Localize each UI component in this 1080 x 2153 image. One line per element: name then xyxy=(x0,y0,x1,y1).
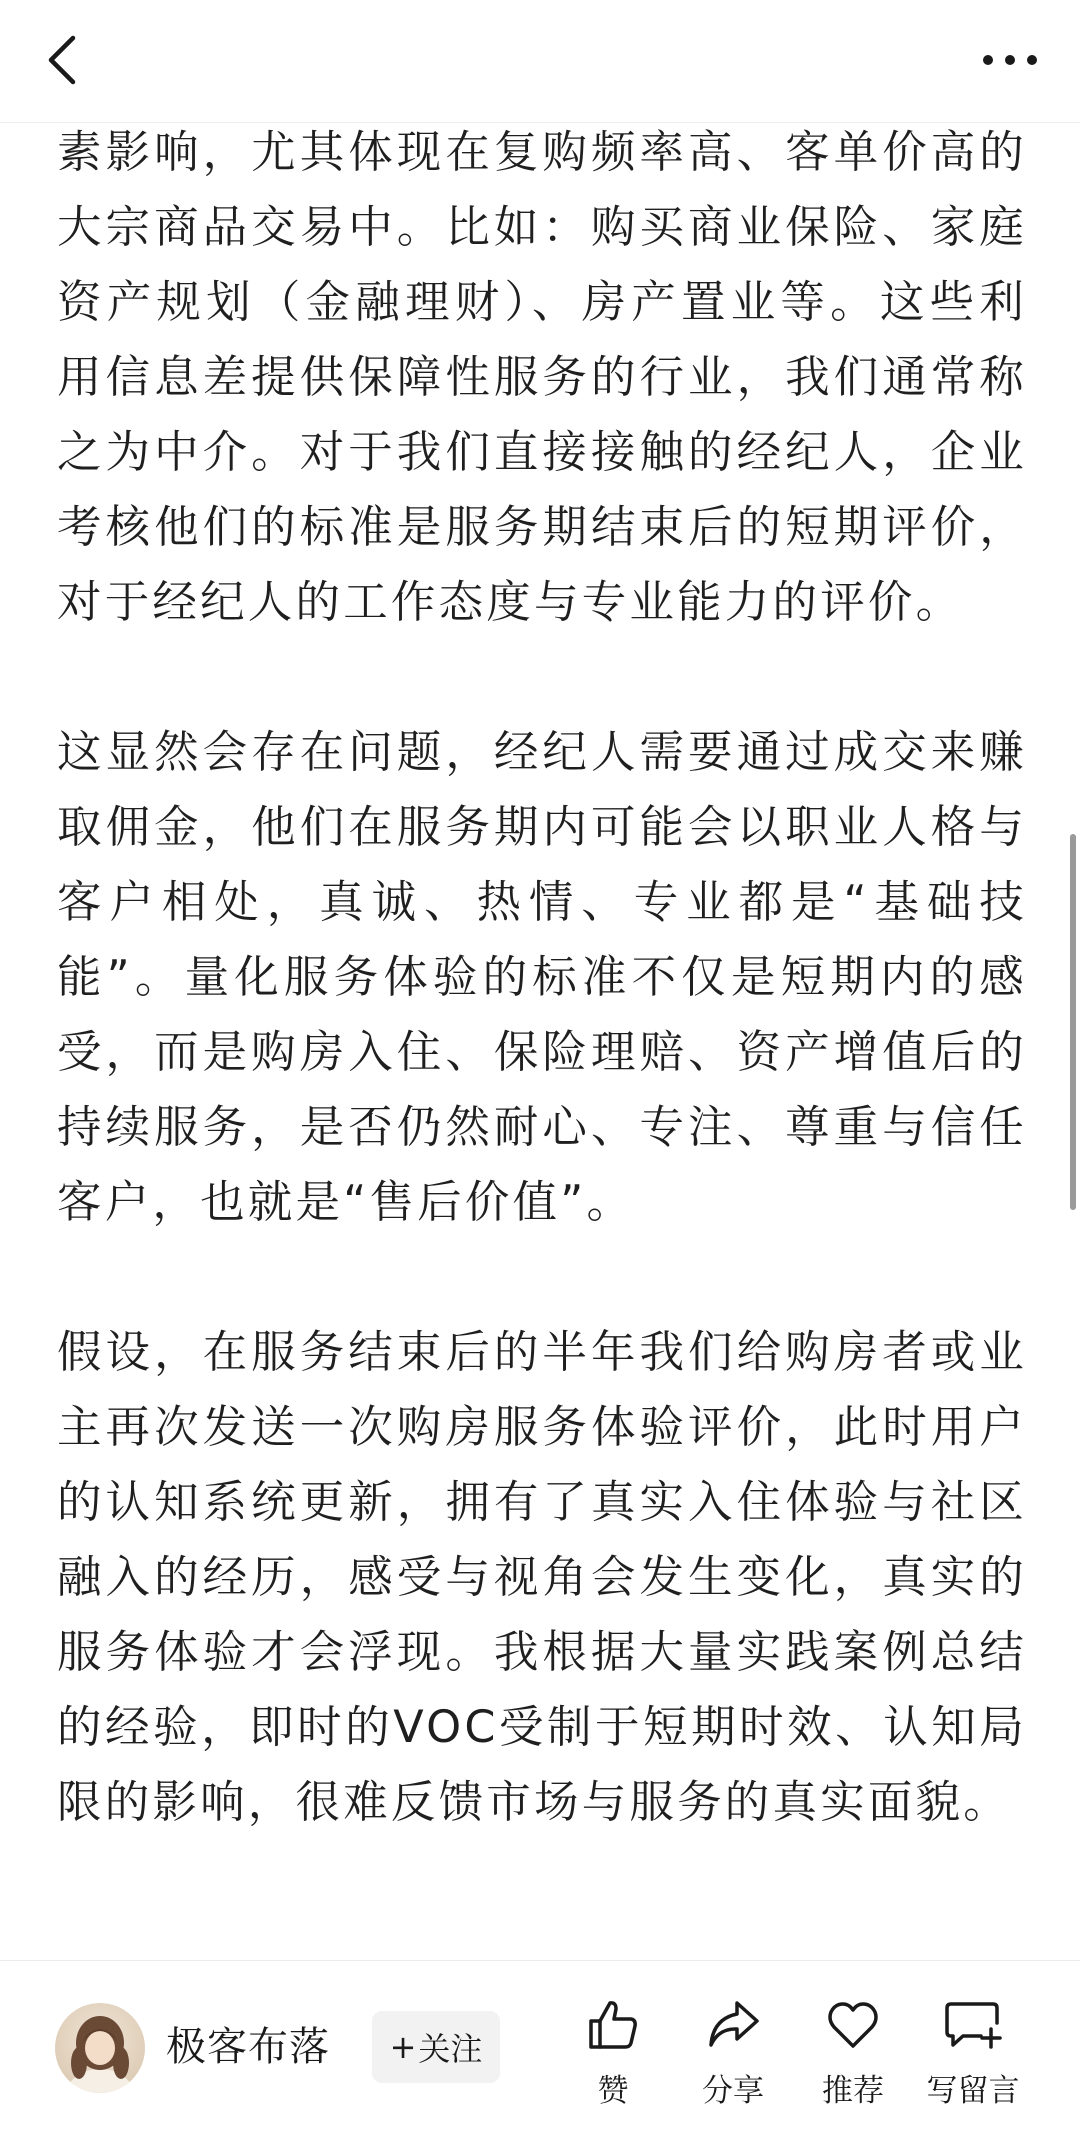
more-options-button[interactable] xyxy=(970,24,1050,96)
like-label: 赞 xyxy=(597,2073,629,2109)
top-navigation-bar xyxy=(0,0,1080,123)
back-button[interactable] xyxy=(30,24,94,96)
heart-icon xyxy=(825,1997,881,2053)
comment-add-icon xyxy=(943,1997,1003,2053)
recommend-label: 推荐 xyxy=(822,2073,884,2109)
write-comment-label: 写留言 xyxy=(926,2073,1020,2109)
article-paragraph: 假设，在服务结束后的半年我们给购房者或业主再次发送一次购房服务体验评价，此时用户的认知系统更新，拥有了真实入住体验与社区融入的经历，感受与视角会发生变化，真实的服务体验才会浮现。我根据大量实践案例总结的经验，即时的VOC受制于短期时效、认知局限的影响，很难反馈市场与服务的真实面貌。 xyxy=(57,1327,1027,1828)
write-comment-button[interactable] xyxy=(918,1985,1028,2135)
recommend-button[interactable] xyxy=(798,1985,908,2135)
plus-icon: + xyxy=(389,2028,417,2066)
share-button[interactable] xyxy=(678,1985,788,2135)
author-name[interactable]: 极客布落 xyxy=(166,2024,330,2070)
like-button[interactable] xyxy=(558,1985,668,2135)
article-body xyxy=(57,115,1027,1955)
share-arrow-icon xyxy=(705,1997,761,2053)
scrollbar-thumb[interactable] xyxy=(1070,834,1076,1210)
avatar-image xyxy=(55,2003,145,2093)
author-avatar[interactable] xyxy=(55,2003,145,2093)
follow-button[interactable] xyxy=(372,2011,500,2083)
share-label: 分享 xyxy=(702,2073,764,2109)
bottom-action-bar xyxy=(0,1960,1080,2153)
article-paragraph: 素影响，尤其体现在复购频率高、客单价高的大宗商品交易中。比如：购买商业保险、家庭资产规划（金融理财）、房产置业等。这些利用信息差提供保障性服务的行业，我们通常称之为中介。对于我们直接接触的经纪人，企业考核他们的标准是服务期结束后的短期评价，对于经纪人的工作态度与专业能力的评价。 xyxy=(57,127,1027,628)
thumbs-up-icon xyxy=(585,1997,641,2053)
more-horizontal-icon xyxy=(982,53,1038,67)
chevron-left-icon xyxy=(45,35,79,85)
article-paragraph: 这显然会存在问题，经纪人需要通过成交来赚取佣金，他们在服务期内可能会以职业人格与客户相处，真诚、热情、专业都是“基础技能”。量化服务体验的标准不仅是短期内的感受，而是购房入住、保险理赔、资产增值后的持续服务，是否仍然耐心、专注、尊重与信任客户，也就是“售后价值”。 xyxy=(57,727,1027,1228)
follow-label: 关注 xyxy=(418,2030,483,2068)
